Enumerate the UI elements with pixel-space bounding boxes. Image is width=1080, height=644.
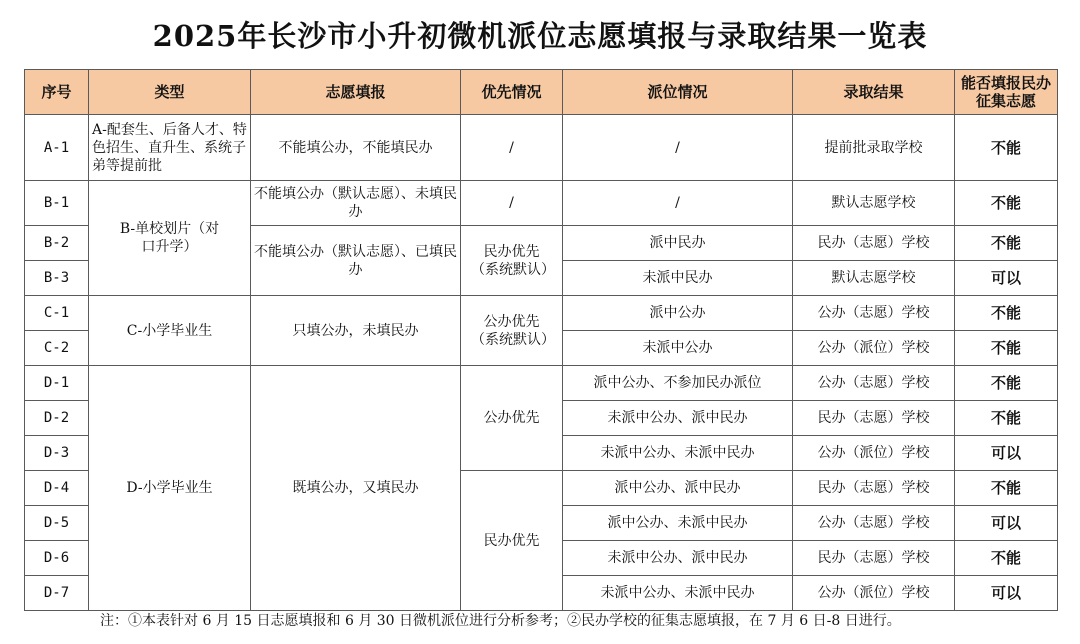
assign-cell: 派中公办 xyxy=(563,296,793,331)
can-apply-cell: 不能 xyxy=(955,296,1058,331)
row-id: D-7 xyxy=(25,576,89,611)
result-cell: 民办（志愿）学校 xyxy=(793,541,955,576)
result-cell: 提前批录取学校 xyxy=(793,115,955,181)
assign-cell: / xyxy=(563,115,793,181)
header-id: 序号 xyxy=(25,70,89,115)
type-cell: D-小学毕业生 xyxy=(89,366,251,611)
wish-cell: 只填公办，未填民办 xyxy=(251,296,461,366)
row-id: D-1 xyxy=(25,366,89,401)
can-apply-cell: 可以 xyxy=(955,506,1058,541)
assign-cell: 未派中公办 xyxy=(563,331,793,366)
table-row xyxy=(25,115,1058,181)
assign-cell: 派中民办 xyxy=(563,226,793,261)
row-id: C-2 xyxy=(25,331,89,366)
can-apply-cell: 可以 xyxy=(955,576,1058,611)
type-cell: C-小学毕业生 xyxy=(89,296,251,366)
table-row xyxy=(25,366,1058,401)
type-cell: A-配套生、后备人才、特色招生、直升生、系统子弟等提前批 xyxy=(89,115,251,181)
can-apply-cell: 不能 xyxy=(955,471,1058,506)
can-apply-cell: 不能 xyxy=(955,366,1058,401)
result-cell: 公办（志愿）学校 xyxy=(793,506,955,541)
can-apply-cell: 不能 xyxy=(955,401,1058,436)
priority-cell: 民办优先 xyxy=(461,471,563,611)
assign-cell: 派中公办、不参加民办派位 xyxy=(563,366,793,401)
assign-cell: 未派中公办、派中民办 xyxy=(563,401,793,436)
row-id: A-1 xyxy=(25,115,89,181)
result-cell: 公办（派位）学校 xyxy=(793,331,955,366)
can-apply-cell: 可以 xyxy=(955,261,1058,296)
header-can-apply: 能否填报民办征集志愿 xyxy=(955,70,1058,115)
can-apply-cell: 不能 xyxy=(955,115,1058,181)
priority-cell: 民办优先（系统默认） xyxy=(461,226,563,296)
row-id: D-2 xyxy=(25,401,89,436)
assign-cell: 未派中公办、派中民办 xyxy=(563,541,793,576)
result-cell: 公办（志愿）学校 xyxy=(793,366,955,401)
result-cell: 默认志愿学校 xyxy=(793,181,955,226)
header-result: 录取结果 xyxy=(793,70,955,115)
assign-cell: 未派中公办、未派中民办 xyxy=(563,436,793,471)
footnote: 注：①本表针对 6 月 15 日志愿填报和 6 月 30 日微机派位进行分析参考；②民办学校的征集志愿填报，在 7 月 6 日-8 日进行。 xyxy=(100,613,901,629)
priority-cell: / xyxy=(461,181,563,226)
can-apply-cell: 可以 xyxy=(955,436,1058,471)
can-apply-cell: 不能 xyxy=(955,226,1058,261)
row-id: D-5 xyxy=(25,506,89,541)
row-id: D-3 xyxy=(25,436,89,471)
priority-cell: 公办优先 xyxy=(461,366,563,471)
wish-cell: 不能填公办（默认志愿）、未填民办 xyxy=(251,181,461,226)
assign-cell: 派中公办、未派中民办 xyxy=(563,506,793,541)
result-cell: 民办（志愿）学校 xyxy=(793,471,955,506)
row-id: D-4 xyxy=(25,471,89,506)
assign-cell: 未派中民办 xyxy=(563,261,793,296)
row-id: C-1 xyxy=(25,296,89,331)
wish-cell: 不能填公办（默认志愿）、已填民办 xyxy=(251,226,461,296)
header-wish: 志愿填报 xyxy=(251,70,461,115)
assign-cell: 派中公办、派中民办 xyxy=(563,471,793,506)
result-cell: 公办（志愿）学校 xyxy=(793,296,955,331)
header-priority: 优先情况 xyxy=(461,70,563,115)
priority-cell: 公办优先（系统默认） xyxy=(461,296,563,366)
wish-cell: 既填公办，又填民办 xyxy=(251,366,461,611)
can-apply-cell: 不能 xyxy=(955,181,1058,226)
can-apply-cell: 不能 xyxy=(955,331,1058,366)
result-cell: 公办（派位）学校 xyxy=(793,576,955,611)
table-row xyxy=(25,296,1058,331)
header-row xyxy=(25,70,1058,115)
priority-cell: / xyxy=(461,115,563,181)
wish-cell: 不能填公办，不能填民办 xyxy=(251,115,461,181)
can-apply-cell: 不能 xyxy=(955,541,1058,576)
row-id: B-3 xyxy=(25,261,89,296)
header-assign: 派位情况 xyxy=(563,70,793,115)
table-row xyxy=(25,181,1058,226)
row-id: B-2 xyxy=(25,226,89,261)
result-cell: 民办（志愿）学校 xyxy=(793,226,955,261)
result-cell: 民办（志愿）学校 xyxy=(793,401,955,436)
assign-cell: / xyxy=(563,181,793,226)
result-cell: 默认志愿学校 xyxy=(793,261,955,296)
row-id: D-6 xyxy=(25,541,89,576)
result-cell: 公办（派位）学校 xyxy=(793,436,955,471)
row-id: B-1 xyxy=(25,181,89,226)
assign-cell: 未派中公办、未派中民办 xyxy=(563,576,793,611)
header-type: 类型 xyxy=(89,70,251,115)
type-cell: B-单校划片（对口升学） xyxy=(89,181,251,296)
results-table xyxy=(24,69,1058,611)
page-title: 2025年长沙市小升初微机派位志愿填报与录取结果一览表 xyxy=(152,19,928,53)
